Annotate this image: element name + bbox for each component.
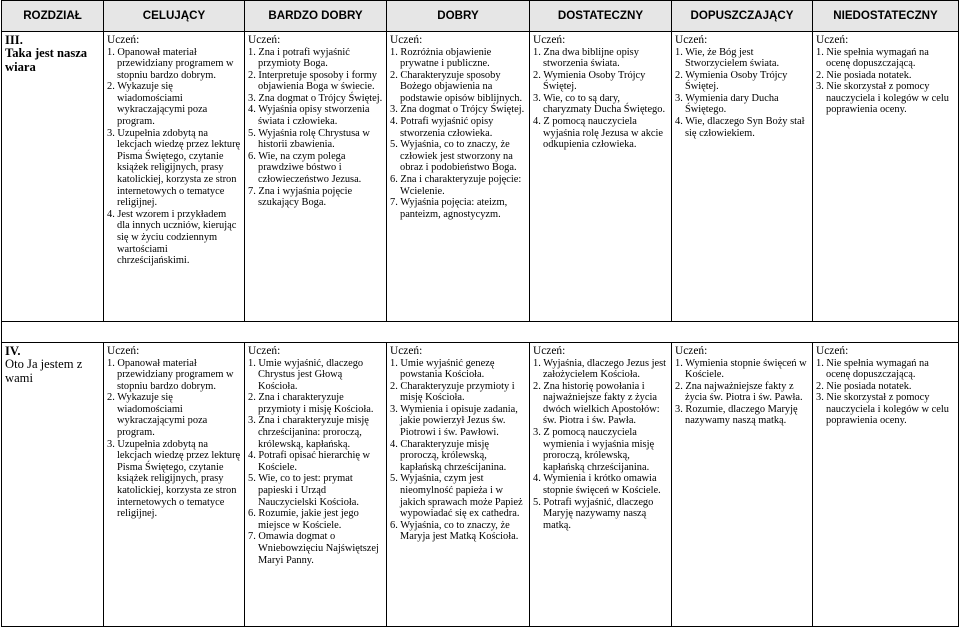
requirements-list xyxy=(533,47,668,151)
requirements-list xyxy=(675,47,809,140)
requirement-item: 2. Wymienia Osoby Trójcy Świętej. xyxy=(533,69,646,93)
pupil-label: Uczeń: xyxy=(816,345,849,357)
requirement-item: 4. Wymienia i krótko omawia stopnie święceń w Kościele. xyxy=(533,473,661,497)
requirement-item: 3. Rozumie, dlaczego Maryję nazywamy naszą matką. xyxy=(675,403,798,427)
requirement-item: 3. Uzupełnia zdobytą na lekcjach wiedzę przez lekturę Pisma Świętego, czytanie książek religijnych, prasy katolickiej, korzysta ze stron internetowych o tematyce religijnej. xyxy=(107,438,241,520)
criteria-cell-dobry xyxy=(387,343,530,627)
requirement-item: 3. Nie skorzystał z pomocy nauczyciela i kolegów w celu poprawienia oceny. xyxy=(816,81,949,116)
requirement-item: 5. Potrafi wyjaśnić, dlaczego Maryję nazywamy naszą matką. xyxy=(533,496,654,531)
requirement-item: 4. Potrafi opisać hierarchię w Kościele. xyxy=(248,450,371,473)
requirement-item: 2. Zna najważniejsze fakty z życia św. Piotra i św. Pawła. xyxy=(675,380,803,404)
pupil-label: Uczeń: xyxy=(107,34,140,46)
requirement-item: 3. Nie skorzystał z pomocy nauczyciela i kolegów w celu poprawienia oceny. xyxy=(816,392,949,427)
requirements-list xyxy=(107,358,241,520)
header-celujacy: CELUJĄCY xyxy=(104,1,245,32)
requirement-item: 2. Nie posiada notatek. xyxy=(816,69,912,81)
header-rozdzial: ROZDZIAŁ xyxy=(2,1,104,32)
requirements-list xyxy=(107,47,241,267)
pupil-label: Uczeń: xyxy=(248,345,281,357)
pupil-label: Uczeń: xyxy=(533,34,566,46)
chapter-title: Oto Ja jestem z wami xyxy=(5,357,83,385)
requirement-item: 1. Rozróżnia objawienie prywatne i publiczne. xyxy=(390,46,492,70)
requirements-list xyxy=(248,358,383,567)
requirement-item: 2. Zna historię powołania i najważniejsze fakty z życia dwóch wielkich Apostołów: św. Piotra i św. Pawła. xyxy=(533,380,660,427)
pupil-label: Uczeń: xyxy=(675,345,708,357)
criteria-cell-bardzo-dobry xyxy=(245,32,387,322)
pupil-label: Uczeń: xyxy=(533,345,566,357)
table-body xyxy=(2,32,959,627)
requirement-item: 4. Wyjaśnia opisy stworzenia świata i człowieka. xyxy=(248,104,370,128)
requirement-item: 4. Z pomocą nauczyciela wyjaśnia rolę Jezusa w akcie odkupienia człowieka. xyxy=(533,116,664,151)
chapter-number: III. xyxy=(5,33,23,47)
requirement-item: 7. Wyjaśnia pojęcia: ateizm, panteizm, agnostycyzm. xyxy=(390,197,508,220)
requirements-list xyxy=(533,358,668,532)
requirement-item: 1. Umie wyjaśnić genezę powstania Kościoła. xyxy=(390,357,495,381)
requirement-item: 4. Wie, dlaczego Syn Boży stał się człowiekiem. xyxy=(675,116,805,139)
requirement-item: 1. Wie, że Bóg jest Stworzycielem świata. xyxy=(675,46,780,70)
header-row xyxy=(2,1,959,32)
criteria-cell-dostateczny xyxy=(530,32,672,322)
requirement-item: 2. Zna i charakteryzuje przymioty i misję Kościoła. xyxy=(248,392,374,415)
requirement-item: 3. Wymienia dary Ducha Świętego. xyxy=(675,92,779,116)
chapter-cell xyxy=(2,32,104,322)
requirement-item: 6. Zna i charakteryzuje pojęcie: Wcielenie. xyxy=(390,174,522,197)
requirement-item: 3. Uzupełnia zdobytą na lekcjach wiedzę przez lekturę Pisma Świętego, czytanie książek religijnych, prasy katolickiej, korzysta ze stron internetowych o tematyce religijnej. xyxy=(107,127,241,209)
requirement-item: 6. Rozumie, jakie jest jego miejsce w Kościele. xyxy=(248,508,359,531)
requirement-item: 2. Charakteryzuje przymioty i misję Kościoła. xyxy=(390,380,515,404)
requirement-item: 1. Opanował materiał przewidziany programem w stopniu bardzo dobrym. xyxy=(107,357,234,392)
requirement-item: 1. Opanował materiał przewidziany programem w stopniu bardzo dobrym. xyxy=(107,46,234,81)
requirement-item: 1. Zna dwa biblijne opisy stworzenia świata. xyxy=(533,46,639,70)
criteria-cell-niedostateczny xyxy=(813,343,959,627)
pupil-label: Uczeń: xyxy=(107,345,140,357)
pupil-label: Uczeń: xyxy=(675,34,708,46)
requirements-list xyxy=(816,47,955,117)
chapter-row xyxy=(2,343,959,627)
requirement-item: 2. Nie posiada notatek. xyxy=(816,380,912,392)
section-separator xyxy=(2,322,959,343)
requirement-item: 1. Wymienia stopnie święceń w Kościele. xyxy=(675,357,807,381)
requirement-item: 3. Zna dogmat o Trójcy Świętej. xyxy=(390,104,525,116)
pupil-label: Uczeń: xyxy=(390,34,423,46)
pupil-label: Uczeń: xyxy=(816,34,849,46)
pupil-label: Uczeń: xyxy=(390,345,423,357)
requirement-item: 3. Wie, co to są dary, charyzmaty Ducha Świętego. xyxy=(533,92,666,116)
requirement-item: 3. Z pomocą nauczyciela wymienia i wyjaśnia misję proroczą, królewską, kapłańską chrześcijanina. xyxy=(533,427,655,473)
requirement-item: 1. Wyjaśnia, dlaczego Jezus jest założycielem Kościoła. xyxy=(533,357,667,381)
requirements-list xyxy=(390,358,526,544)
chapter-cell xyxy=(2,343,104,627)
requirement-item: 3. Wymienia i opisuje zadania, jakie powierzył Jezus św. Piotrowi i św. Pawłowi. xyxy=(390,403,518,439)
requirement-item: 2. Wykazuje się wiadomościami wykraczającymi poza program. xyxy=(107,81,208,128)
pupil-label: Uczeń: xyxy=(248,34,281,46)
criteria-cell-dopuszczajacy xyxy=(672,32,813,322)
requirements-list xyxy=(248,47,383,209)
chapter-title: Taka jest nasza wiara xyxy=(5,46,88,74)
criteria-cell-dostateczny xyxy=(530,343,672,627)
criteria-cell-celujacy xyxy=(104,32,245,322)
requirement-item: 2. Wykazuje się wiadomościami wykraczającymi poza program. xyxy=(107,392,208,439)
requirement-item: 7. Omawia dogmat o Wniebowzięciu Najświętszej Maryi Panny. xyxy=(248,531,379,566)
requirement-item: 2. Wymienia Osoby Trójcy Świętej. xyxy=(675,69,788,93)
requirements-list xyxy=(675,358,809,428)
requirement-item: 3. Zna dogmat o Trójcy Świętej. xyxy=(248,92,383,104)
grading-criteria-table xyxy=(1,0,959,627)
header-dobry: DOBRY xyxy=(387,1,530,32)
header-bardzo-dobry: BARDZO DOBRY xyxy=(245,1,387,32)
requirement-item: 6. Wie, na czym polega prawdziwe bóstwo i człowieczeństwo Jezusa. xyxy=(248,150,362,186)
requirement-item: 1. Umie wyjaśnić, dlaczego Chrystus jest Głową Kościoła. xyxy=(248,357,364,392)
chapter-row xyxy=(2,32,959,322)
requirement-item: 2. Charakteryzuje sposoby Bożego objawienia na podstawie opisów biblijnych. xyxy=(390,69,523,104)
criteria-cell-dobry xyxy=(387,32,530,322)
requirement-item: 3. Zna i charakteryzuje misję chrześcijanina: proroczą, królewską, kapłańską. xyxy=(248,415,369,450)
requirement-item: 4. Potrafi wyjaśnić opisy stworzenia człowieka. xyxy=(390,116,494,139)
requirement-item: 5. Wie, co to jest: prymat papieski i Urząd Nauczycielski Kościoła. xyxy=(248,473,359,508)
requirement-item: 1. Zna i potrafi wyjaśnić przymioty Boga. xyxy=(248,46,350,70)
criteria-cell-celujacy xyxy=(104,343,245,627)
chapter-number: IV. xyxy=(5,344,21,358)
requirement-item: 5. Wyjaśnia, czym jest nieomylność papieża i w jakich sprawach może Papież wypowiadać się ex cathedra. xyxy=(390,473,523,520)
requirements-list xyxy=(390,47,526,221)
criteria-cell-dopuszczajacy xyxy=(672,343,813,627)
requirement-item: 5. Wyjaśnia, co to znaczy, że człowiek jest stworzony na obraz i podobieństwo Boga. xyxy=(390,139,517,174)
separator-cell xyxy=(2,322,959,343)
header-niedostateczny: NIEDOSTATECZNY xyxy=(813,1,959,32)
requirement-item: 2. Interpretuje sposoby i formy objawienia Boga w świecie. xyxy=(248,69,377,93)
criteria-cell-bardzo-dobry xyxy=(245,343,387,627)
requirement-item: 4. Charakteryzuje misję proroczą, królewską, kapłańską chrześcijanina. xyxy=(390,438,507,473)
header-dopuszczajacy: DOPUSZCZAJĄCY xyxy=(672,1,813,32)
requirements-list xyxy=(816,358,955,428)
header-dostateczny: DOSTATECZNY xyxy=(530,1,672,32)
requirement-item: 4. Jest wzorem i przykładem dla innych uczniów, kierując się w życiu codziennym wartościami chrześcijańskimi. xyxy=(107,208,237,267)
requirement-item: 7. Zna i wyjaśnia pojęcie szukający Boga. xyxy=(248,185,353,209)
requirement-item: 1. Nie spełnia wymagań na ocenę dopuszczającą. xyxy=(816,357,929,381)
criteria-cell-niedostateczny xyxy=(813,32,959,322)
requirement-item: 1. Nie spełnia wymagań na ocenę dopuszczającą. xyxy=(816,46,929,70)
requirement-item: 6. Wyjaśnia, co to znaczy, że Maryja jest Matką Kościoła. xyxy=(390,519,519,543)
requirement-item: 5. Wyjaśnia rolę Chrystusa w historii zbawienia. xyxy=(248,127,370,151)
